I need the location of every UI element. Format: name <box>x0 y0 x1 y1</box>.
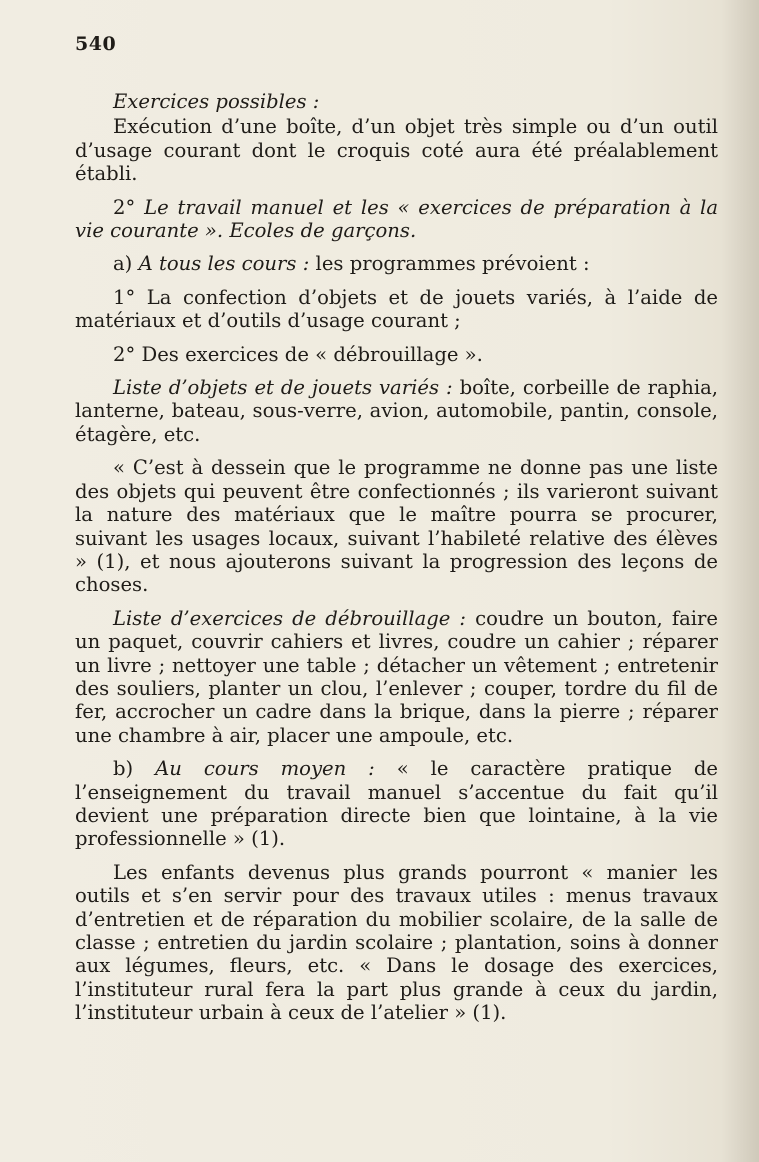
paragraph-quote-program: « C’est à dessein que le programme ne donne pas une liste des objets qui peuvent être confectionnés ; ils varieront suivant la nature des matériaux que le maître pourra se procurer, suivant les usages locaux, suivant l’habileté relative des élèves » (1), et nous ajouterons suivant la progression des leçons de choses. <box>75 456 718 597</box>
paragraph-older-children: Les enfants devenus plus grands pourront « manier les outils et s’en servir pour des travaux utiles : menus travaux d’entretien et de réparation du mobilier scolaire, de la salle de classe ; entretien du jardin scolaire ; plantation, soins à donner aux légumes, fleurs, etc. « Dans le dosage des exercices, l’instituteur rural fera la part plus grande à ceux du jardin, l’instituteur urbain à ceux de l’atelier » (1). <box>75 860 718 1025</box>
footnote-ref: (1). <box>472 1001 507 1025</box>
page-number: 540 <box>75 33 117 55</box>
paragraph-exercises: Exécution d’une boîte, d’un objet très simple ou d’un outil d’usage courant dont le croquis coté aura été préalablement établi. <box>75 115 718 186</box>
footnote-ref: (1) <box>96 549 125 573</box>
paragraph-object-list: Liste d’objets et de jouets variés : boîte, corbeille de raphia, lanterne, bateau, sous-verre, avion, automobile, pantin, console, étagère, etc. <box>75 376 719 446</box>
paragraph-debrouillage-list: Liste d’exercices de débrouillage : coudre un bouton, faire un paquet, couvrir cahiers et livres, coudre un cahier ; réparer un livre ; nettoyer une table ; détacher un vêtement ; entretenir des souliers, planter un clou, l’enlever ; couper, tordre du fil de fer, accrocher un cadre dans la brique, dans la pierre ; réparer une chambre à air, placer une ampoule, etc. <box>75 606 718 747</box>
paragraph-item-2: 2° Des exercices de « débrouillage ». <box>113 342 483 366</box>
paragraph-a: a) A tous les cours : les programmes prévoient : <box>113 252 590 276</box>
page-body <box>75 90 718 1035</box>
paragraph-item-1: 1° La confection d’objets et de jouets variés, à l’aide de matériaux et d’outils d’usage courant ; <box>75 285 718 333</box>
exercises-heading: Exercices possibles : <box>113 90 320 113</box>
footnote-ref: (1). <box>251 827 286 851</box>
paragraph-b: b) Au cours moyen : « le caractère pratique de l’enseignement du travail manuel s’accentue du fait qu’il devient une préparation directe bien que lointaine, à la vie professionnelle » (1). <box>75 757 719 851</box>
section-2-title: 2° Le travail manuel et les « exercices de préparation à la vie courante ». Ecoles de garçons. <box>75 195 719 243</box>
